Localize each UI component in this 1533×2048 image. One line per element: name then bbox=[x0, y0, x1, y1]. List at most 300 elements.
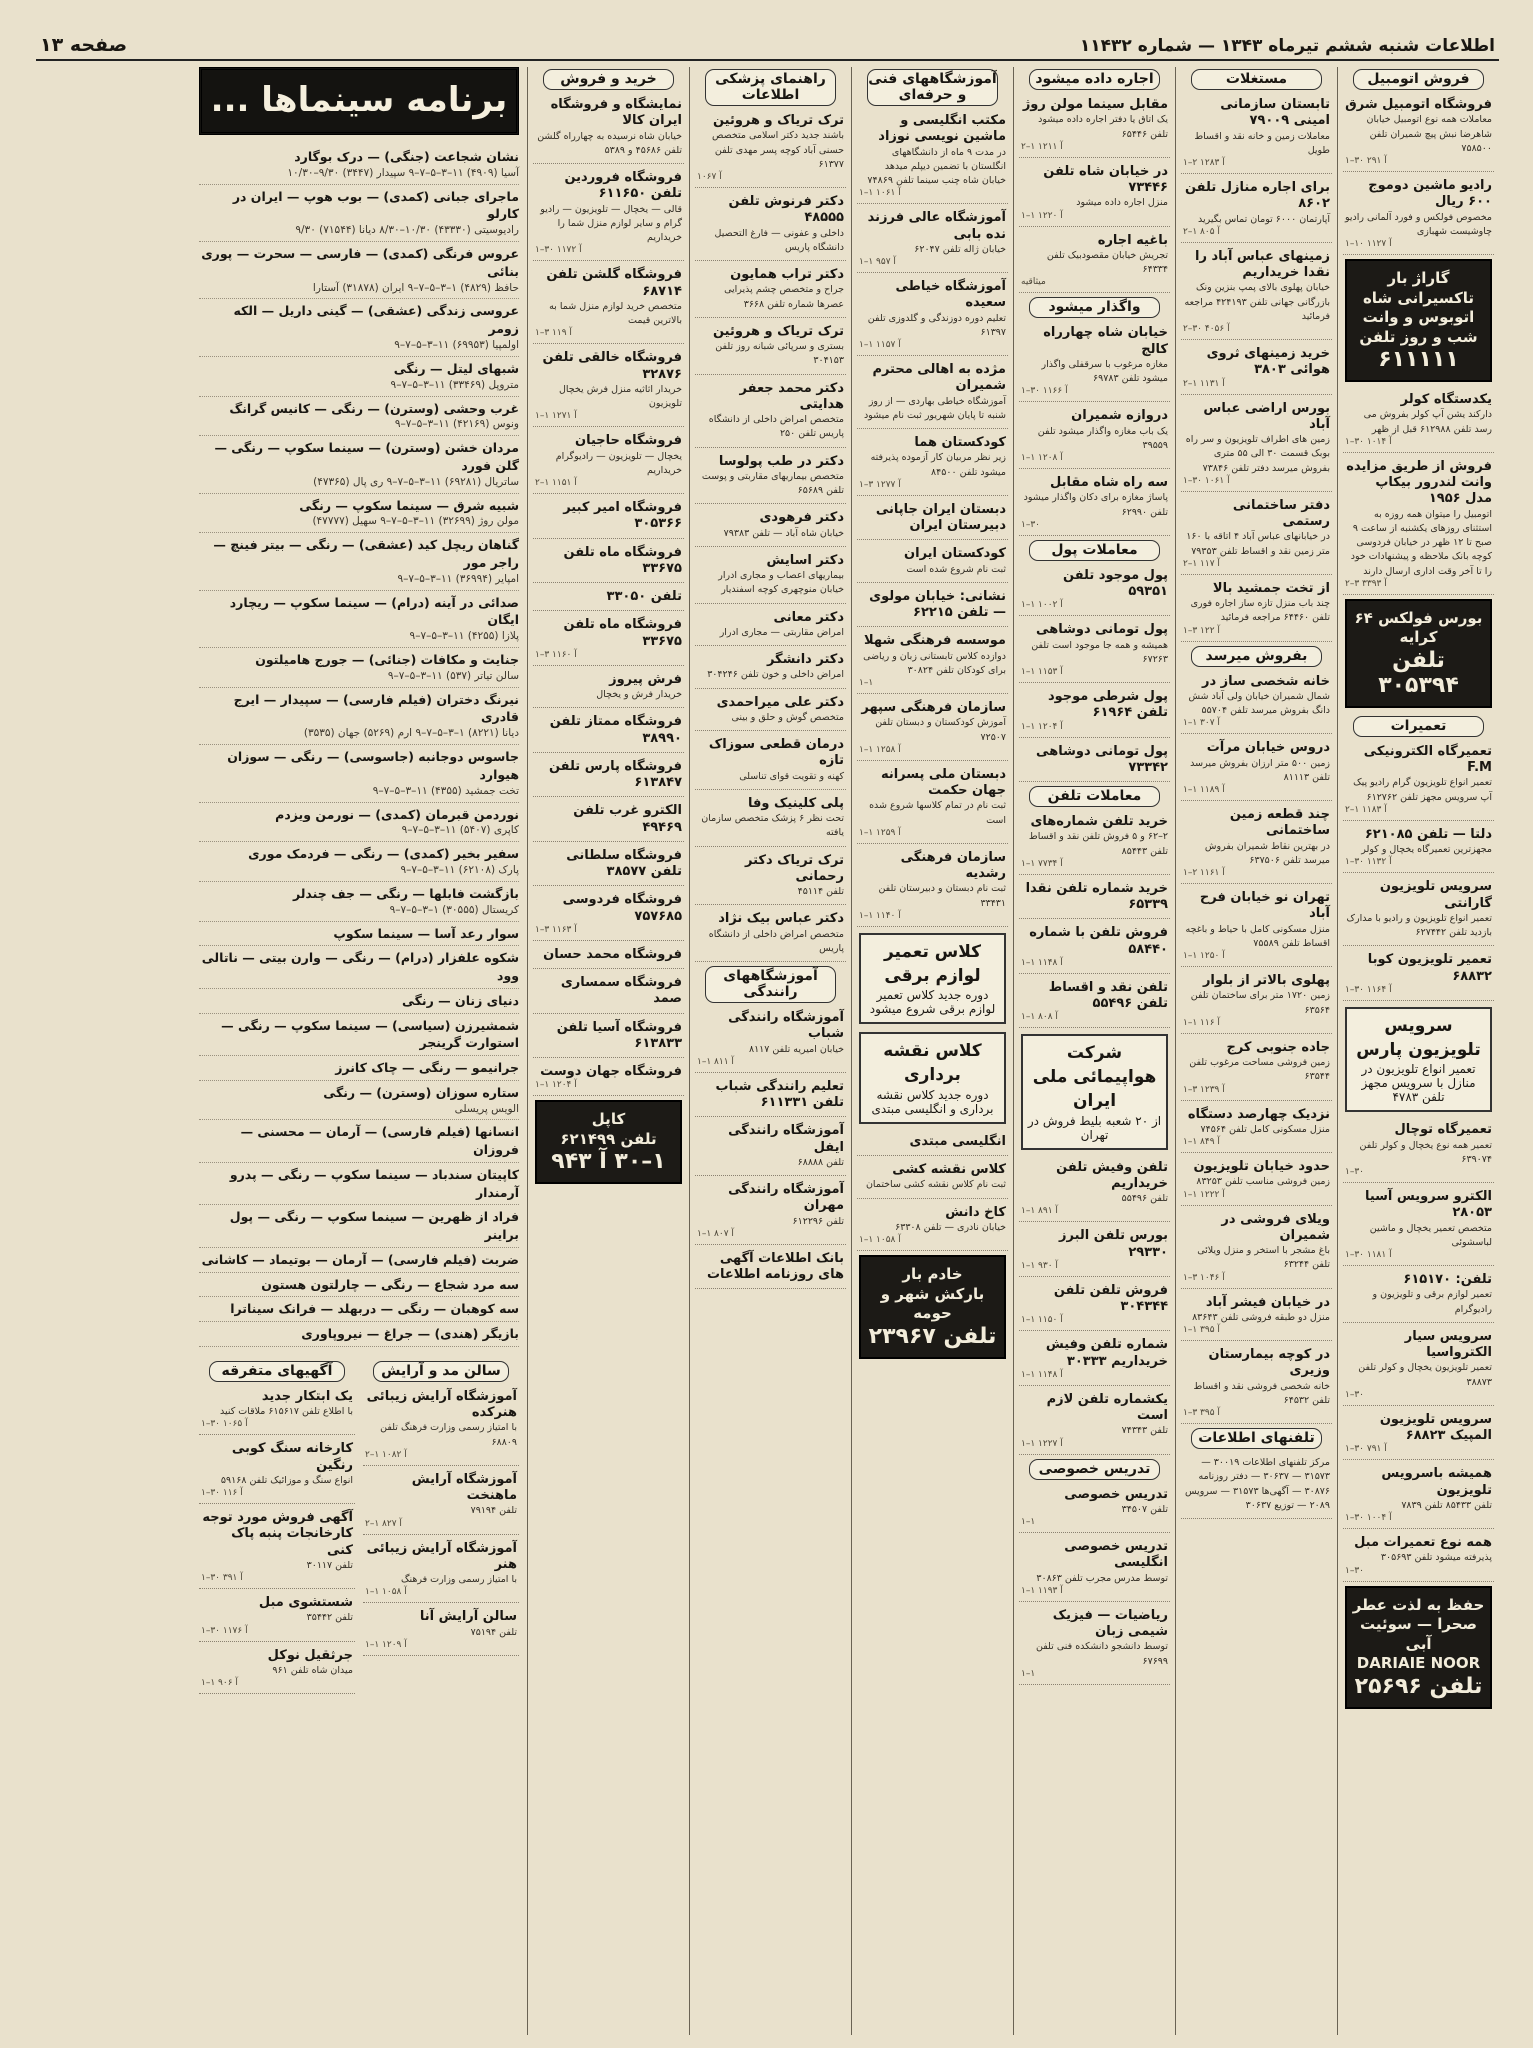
ad-title: تعمیرگاه الکترونیکی F.M bbox=[1363, 743, 1492, 775]
ad-title: پول تومانی دوشاهی ۷۳۳۴۲ bbox=[1036, 743, 1168, 775]
section-heading: واگذار میشود bbox=[1029, 297, 1160, 318]
ad-code: ۱–۱ آ ۱۱۵۳ bbox=[1021, 667, 1063, 677]
ad-title: فروشگاه سمساری صمد bbox=[560, 975, 682, 1007]
ad-code: ۱–۲ آ ۱۲۸۳ bbox=[1183, 158, 1225, 168]
ad-body: تعلیم دوره دوزندگی و گلدوزی تلفن ۶۱۳۹۷ bbox=[867, 312, 1006, 338]
film-listing bbox=[199, 185, 519, 242]
classified-ad bbox=[695, 322, 846, 375]
ad-body: خریدار اثاثیه منزل فرش یخچال تلویزیون bbox=[558, 383, 682, 409]
ad-body: تلفن ۷۵۱۹۴ bbox=[470, 1626, 517, 1638]
ad-body: تلفن ۵۵۴۹۶ bbox=[1121, 1193, 1168, 1205]
classified-ad bbox=[1343, 1120, 1494, 1183]
ad-title: دروس خیابان مرآت bbox=[1206, 740, 1330, 756]
classified-ad bbox=[695, 111, 846, 188]
ad-code: ۲–۳ آ ۳۳۹۳ bbox=[1345, 578, 1387, 589]
ad-title: فروشگاه فردوسی ۷۵۷۶۸۵ bbox=[562, 892, 682, 924]
classified-ad bbox=[1181, 496, 1332, 575]
classified-ad bbox=[695, 1249, 846, 1290]
column-4 bbox=[851, 67, 1013, 2035]
section-heading: بفروش میرسد bbox=[1191, 646, 1322, 667]
ad-body: مجهزترین تعمیرگاه یخچال و کولر bbox=[1361, 844, 1492, 855]
ad-title: فروشگاه امیر کبیر ۳۰۵۳۶۶ bbox=[563, 500, 682, 532]
classified-ad bbox=[695, 693, 846, 732]
ad-code: ۱–۳۰ آ ۲۹۱ bbox=[1345, 156, 1387, 166]
ad-title: بورس اراضی عباس آباد bbox=[1203, 400, 1330, 432]
ad-body: تلفن ۷۹۱۹۴ bbox=[470, 1505, 517, 1517]
ad-body: قالی — یخچال — تلویزیون — رادیو گرام و سایر لوازم منزل شما را خریداریم bbox=[540, 203, 682, 243]
ad-title: تعمیرگاه توچال bbox=[1394, 1122, 1492, 1138]
ad-title: تعمیر تلویزیون کوبا ۶۸۸۳۲ bbox=[1367, 952, 1492, 984]
ad-title: یک ابتکار جدید bbox=[261, 1388, 353, 1404]
ad-title: تعلیم رانندگی شباب تلفن ۶۱۱۳۳۱ bbox=[715, 1078, 844, 1110]
ad-code: ۱–۳۰ آ ۳۹۱ bbox=[201, 1573, 243, 1584]
ad-title: در کوچه بیمارستان وزیری bbox=[1208, 1347, 1330, 1379]
classified-ad bbox=[1019, 1226, 1170, 1277]
film-listing bbox=[199, 989, 519, 1014]
ad-body: ۲–۶۲ و ۵ فروش تلفن نقد و اقساط تلفن ۸۵۴۴۳ bbox=[1028, 831, 1168, 857]
ad-code: ۱–۳۰ bbox=[1345, 1389, 1365, 1400]
classified-ad bbox=[1181, 344, 1332, 395]
display-ad-phone: ۱–۳۰ آ ۹۴۳ bbox=[551, 1149, 666, 1175]
ad-code: ۲–۱ آ ۱۲۱۱ bbox=[1021, 141, 1063, 152]
display-ad-box bbox=[859, 1255, 1006, 1359]
ad-body: زمین فروشی مساحت مرغوب تلفن ۶۳۵۴۴ bbox=[1189, 1057, 1330, 1083]
ad-code: ۱–۱ آ ۱۰۶۱ bbox=[859, 188, 901, 199]
ad-body: منزل مسکونی کامل تلفن ۷۴۵۶۴ bbox=[1200, 1123, 1330, 1135]
ad-body: زیر نظر مربیان کار آزموده پذیرفته میشود تلفن ۸۴۵۰۰ bbox=[870, 452, 1006, 478]
classified-ad bbox=[1181, 1293, 1332, 1342]
classified-ad bbox=[1343, 457, 1494, 595]
classified-ad bbox=[857, 1132, 1008, 1156]
classified-ad bbox=[1343, 877, 1494, 946]
film-schedule: تخت جمشید (۴۳۵۵) ۱۱–۳–۵–۷–۹ bbox=[372, 784, 519, 797]
film-listing bbox=[199, 922, 519, 947]
ad-title: خرید تلفن شماره‌های bbox=[1030, 814, 1168, 829]
ad-title: رادیو ماشین دوموج ۶۰۰ ریال bbox=[1368, 178, 1492, 210]
film-schedule: حافظ (۴۸۲۹) ۱–۳–۵–۷–۹ ایران (۳۱۸۷۸) آستارا bbox=[312, 281, 519, 294]
ad-body: ثبت نام شروع شده است bbox=[906, 563, 1006, 575]
classified-ad bbox=[857, 765, 1008, 844]
classified-ad bbox=[1343, 1464, 1494, 1529]
ad-body: متخصص امراض داخلی از دانشگاه پاریس bbox=[708, 928, 844, 954]
ad-title: شستشوی مبل bbox=[258, 1595, 353, 1611]
film-listing bbox=[199, 1205, 519, 1248]
classified-ad bbox=[695, 192, 846, 261]
page-number: صفحه ۱۳ bbox=[40, 34, 128, 56]
ad-code: ۲–۱ آ ۱۱۷ bbox=[1183, 558, 1220, 569]
framed-ad-text: دوره جدید کلاس تعمیر لوازم برقی شروع میشود bbox=[869, 988, 996, 1017]
film-schedule: کریستال (۳۰۵۵۵) ۱–۳–۵–۷–۹ bbox=[389, 903, 519, 916]
ad-title: فروشگاه پارس تلفن ۶۱۳۸۴۷ bbox=[548, 758, 682, 790]
ad-body: باغ مشجر با استخر و منزل ویلائی تلفن ۶۳۲۴۴ bbox=[1197, 1245, 1330, 1271]
ad-code: ۱–۳۰ bbox=[1345, 1167, 1365, 1178]
ad-title: دکتر معانی bbox=[773, 609, 844, 625]
classified-ad bbox=[533, 431, 684, 494]
classified-ad bbox=[1019, 566, 1170, 617]
ad-body: دارکند یشن آپ کولر بفروش می رسد تلفن ۶۱۲۹۸۸ قبل از ظهر bbox=[1363, 409, 1492, 435]
ad-title: آموزشگاه رانندگی ایفل bbox=[728, 1123, 844, 1155]
ad-code: ۱–۱ آ ۸۴۹ bbox=[1183, 1137, 1220, 1147]
column-cinema bbox=[191, 67, 527, 2035]
classified-ad bbox=[695, 608, 846, 647]
ad-title: سرویس سیار الکترواسیا bbox=[1404, 1328, 1492, 1361]
classified-ad bbox=[695, 265, 846, 318]
ad-body: با اطلاع تلفن ۶۱۵۶۱۷ ملاقات کنید bbox=[219, 1406, 353, 1418]
ad-title: کلاس نقشه کشی bbox=[892, 1162, 1006, 1178]
ad-title: آموزشگاه آرایش ماهنخت bbox=[411, 1471, 517, 1504]
ad-body: منزل دو طبقه فروشی تلفن ۸۳۶۴۳ bbox=[1192, 1311, 1330, 1323]
film-title: بازیگر (هندی) — جراغ — نیروپاوری bbox=[301, 1326, 519, 1342]
classified-ad bbox=[1181, 1345, 1332, 1424]
ad-code: ۲–۱ آ ۱۱۸۳ bbox=[1345, 804, 1387, 815]
ad-body: باشند جدید دکتر اسلامی متخصص حسنی آباد کوچه پسر مهدی تلفن ۶۱۳۷۷ bbox=[711, 130, 844, 170]
ad-code: ۱–۱ bbox=[1021, 1668, 1036, 1679]
ad-body: یخچال — تلویزیون — رادیوگرام خریداریم bbox=[555, 450, 682, 476]
framed-ad-title: کلاس تعمیر لوازم برقی bbox=[883, 941, 982, 986]
film-schedule: امپایر (۳۶۹۹۴) ۱۱–۳–۵–۷–۹ bbox=[397, 572, 519, 585]
film-listing bbox=[199, 882, 519, 922]
film-title: سه مرد شجاع — رنگی — چارلتون هستون bbox=[261, 1276, 519, 1292]
ad-code: ۲–۱ آ ۸۰۵ bbox=[1183, 226, 1220, 237]
film-title: سفیر بخیر (کمدی) — رنگی — فردمک موری bbox=[248, 846, 519, 862]
film-listing bbox=[199, 1163, 519, 1206]
classified-ad bbox=[1019, 473, 1170, 536]
film-listing bbox=[199, 145, 519, 185]
display-ad-box bbox=[1345, 599, 1492, 708]
classified-ad bbox=[695, 508, 846, 547]
display-ad-title: کاپل bbox=[591, 1110, 626, 1129]
ad-title: دلتا — تلفن ۶۲۱۰۸۵ bbox=[1364, 826, 1492, 842]
ad-body: معاملات همه نوع اتومبیل خیابان شاهرضا نبش پیچ شمیران تلفن ۷۵۸۵۰۰ bbox=[1366, 114, 1492, 154]
classified-ad bbox=[1343, 1270, 1494, 1323]
ad-title: یکدستگاه کولر bbox=[1400, 392, 1492, 407]
issue-line: اطلاعات شنبه ششم تیرماه ۱۳۴۳ — شماره ۱۱۴۳۲ bbox=[1079, 36, 1495, 56]
film-listing bbox=[199, 533, 519, 590]
classified-ad bbox=[363, 1539, 519, 1604]
ad-title: فروشگاه فروردین تلفن ۶۱۱۶۵۰ bbox=[564, 170, 682, 202]
ad-title: خیابان شاه چهارراه کالج bbox=[1043, 325, 1168, 357]
classified-ad bbox=[1019, 923, 1170, 974]
ad-title: کارخانه سنگ کوبی رنگین bbox=[231, 1441, 353, 1473]
ad-title: زمینهای عباس آباد را نقدا خریداریم bbox=[1195, 248, 1330, 280]
ad-body: داخلی و عفونی — فارغ التحصیل دانشگاه پاریس bbox=[714, 227, 844, 253]
classified-ad bbox=[1343, 1187, 1494, 1266]
ad-title: بورس تلفن البرز ۲۹۳۳۰ bbox=[1059, 1228, 1168, 1260]
film-listing bbox=[199, 688, 519, 745]
film-title: بازگشت فابلها — رنگی — جف چندلر bbox=[292, 885, 519, 901]
ad-title: الکترو غرب تلفن ۴۹۴۶۹ bbox=[573, 803, 682, 835]
film-listing bbox=[199, 803, 519, 843]
ad-body: دوازده کلاس تابستانی زبان و ریاضی برای کودکان تلفن ۳۰۸۲۴ bbox=[863, 650, 1006, 676]
film-title: جرانیمو — رنگی — چاک کانرز bbox=[335, 1060, 519, 1075]
ad-title: مکتب انگلیسی و ماشین نویسی نوزاد bbox=[878, 113, 1006, 145]
column-3 bbox=[1013, 67, 1175, 2035]
classified-ad bbox=[1019, 1537, 1170, 1602]
classified-ad bbox=[1181, 178, 1332, 243]
display-ad-subtitle: اتوبوس و وانت شب و روز تلفن bbox=[1359, 308, 1478, 346]
film-schedule: رادیوسیتی (۴۳۳۳۰) ۱۰/۳۰–۸/۳۰ دیانا (۷۱۵۴۴) ۹/۳۰ bbox=[295, 224, 519, 237]
film-listing bbox=[199, 494, 519, 534]
ad-code: ۱–۱ آ ۷۷۳۴ bbox=[1021, 858, 1063, 869]
ad-title: فروشگاه خالقی تلفن ۳۲۸۷۶ bbox=[542, 350, 682, 382]
ad-body: با امتیاز رسمی وزارت فرهنگ bbox=[400, 1574, 517, 1586]
ad-title: نشانی: خیابان مولوی — تلفن ۶۲۲۱۵ bbox=[869, 588, 1006, 620]
ad-body: تلفن ۴۵۱۱۴ bbox=[797, 886, 844, 897]
ad-body: ثبت نام دبستان و دبیرستان تلفن ۳۳۴۳۱ bbox=[878, 883, 1006, 909]
section-heading: تدریس خصوصی bbox=[1029, 1459, 1160, 1480]
classified-ad bbox=[533, 615, 684, 666]
classified-ad bbox=[533, 890, 684, 941]
display-ad-subtitle: بارکش شهر و حومه bbox=[880, 1284, 985, 1323]
classified-ad bbox=[695, 794, 846, 847]
film-title: کاپیتان سندباد — سینما سکوپ — رنگی — پدرو آرمندار bbox=[229, 1166, 519, 1200]
classified-ad bbox=[1181, 805, 1332, 884]
display-ad-subtitle: تلفن ۶۲۱۴۹۹ bbox=[560, 1129, 657, 1148]
ad-code: ۱–۳ آ ۱۲۷۷ bbox=[859, 479, 901, 490]
ad-title: سالن آرایش آنا bbox=[419, 1609, 517, 1625]
film-title: مردان خشن (وسترن) — سینما سکوپ — رنگی — گلن فورد bbox=[214, 440, 519, 473]
film-title: ستاره سوزان (وسترن) — رنگی bbox=[323, 1084, 519, 1100]
classified-ad bbox=[1019, 879, 1170, 920]
classified-ad bbox=[533, 801, 684, 842]
classified-ad bbox=[1019, 1606, 1170, 1685]
ad-title: فروشگاه ممتاز تلفن ۳۸۹۹۰ bbox=[549, 714, 682, 746]
ad-title: فروشگاه ماه تلفن ۳۳۶۷۵ bbox=[563, 544, 682, 576]
ad-title: ترک تریاک دکتر رحمانی bbox=[745, 852, 844, 884]
ad-body: تلفن ۶۸۸۸۸ bbox=[797, 1156, 844, 1168]
subsection bbox=[199, 1359, 355, 1698]
ad-code: ۲–۱ آ ۱۱۳۱ bbox=[1183, 378, 1225, 389]
section-heading: تلفنهای اطلاعات bbox=[1191, 1428, 1322, 1449]
film-title: صدائی در آینه (درام) — سینما سکوپ — ریچارد ایگان bbox=[229, 594, 519, 628]
ad-body: تلفن ۷۴۳۴۳ bbox=[1121, 1425, 1168, 1437]
classified-ad bbox=[1181, 1105, 1332, 1154]
classified-ad bbox=[1343, 825, 1494, 874]
ad-body: متخصص خرید لوازم منزل شما به بالاترین قیمت bbox=[549, 300, 682, 326]
ad-code: ۱–۱ آ ۱۱۹۳ bbox=[1021, 1585, 1063, 1596]
film-title: شبیه شرق — سینما سکوپ — رنگی bbox=[299, 497, 519, 513]
classified-ad bbox=[857, 698, 1008, 761]
ad-code: ۱–۳۰ آ ۱۱۷۲ bbox=[535, 245, 582, 256]
classified-ad bbox=[1343, 95, 1494, 172]
ad-body: در بهترین نقاط شمیران بفروش میرسد تلفن ۶۳۷۵۰۶ bbox=[1204, 840, 1330, 866]
film-title: عروسی زندگی (عشقی) — گینی داریل — الکه زومر bbox=[233, 303, 519, 337]
ad-title: دکتر تراب همایون bbox=[730, 267, 844, 282]
ad-code: ۱–۳ آ ۱۲۳۹ bbox=[1183, 1084, 1225, 1095]
ad-code: ۱–۱ آ ۱۱۶ bbox=[1183, 1017, 1220, 1028]
classified-ad bbox=[533, 265, 684, 344]
ad-title: دبستان ایران جاپانی دبیرستان ایران bbox=[875, 501, 1006, 533]
film-listing bbox=[199, 591, 519, 648]
classified-ad bbox=[695, 379, 846, 448]
column-6 bbox=[527, 67, 689, 2035]
section-heading: اجاره داده میشود bbox=[1029, 69, 1160, 90]
ad-title: آموزشگاه عالی فرزند نده بابی bbox=[867, 210, 1006, 242]
display-ad-phone: تلفن ۳۰۵۳۹۴ bbox=[1378, 647, 1459, 698]
ad-code: ۱–۱ آ ۱۲۲۷ bbox=[1021, 1438, 1063, 1449]
ad-title: فروش تلفن با شماره ۵۸۴۴۰ bbox=[1029, 925, 1168, 957]
classified-ad bbox=[1181, 247, 1332, 340]
film-listing bbox=[199, 1120, 519, 1163]
ad-code: ۱–۳ آ ۱۱۶۰ bbox=[535, 649, 577, 660]
classified-ad bbox=[363, 1607, 519, 1656]
ad-code: ۱–۳۰ آ ۱۰۶۱ bbox=[1183, 475, 1230, 486]
ad-body: ثبت نام کلاس نقشه کشی ساختمان bbox=[865, 1179, 1006, 1191]
classified-ad bbox=[363, 1470, 519, 1535]
film-listing bbox=[199, 397, 519, 437]
classified-ad bbox=[695, 1077, 846, 1118]
classified-ad bbox=[857, 848, 1008, 927]
ad-title: پول شرطی موجود تلفن ۶۱۹۶۴ bbox=[1047, 689, 1168, 721]
classified-ad bbox=[1019, 1158, 1170, 1223]
ad-title: تلفن نقد و اقساط تلفن ۵۵۴۹۶ bbox=[1048, 979, 1168, 1011]
ad-body: متخصص امراض داخلی از دانشگاه پاریس تلفن ۲۵۰ bbox=[708, 414, 844, 440]
framed-ad-text: از ۲۰ شعبه بلیط فروش در تهران bbox=[1027, 1113, 1162, 1142]
section-heading: معاملات تلفن bbox=[1029, 786, 1160, 807]
ad-body: آموزشگاه خیاطی بهاردی — از روز شنبه تا پایان شهریور ثبت نام میشود bbox=[863, 395, 1006, 421]
classified-ad bbox=[857, 1203, 1008, 1252]
ad-title: دبستان ملی پسرانه جهان حکمت bbox=[880, 766, 1006, 798]
ad-title: شماره تلفن وفیش خریداریم ۳۰۳۳۳ bbox=[1045, 1337, 1168, 1369]
ad-code: ۱–۱ آ ۸۰۸ bbox=[1021, 1012, 1058, 1023]
film-title: شمشیرزن (سیاسی) — سینما سکوپ — رنگی — استوارت گرینجر bbox=[221, 1017, 519, 1051]
section-heading: معاملات پول bbox=[1029, 540, 1160, 561]
classified-ad bbox=[1343, 1533, 1494, 1582]
display-ad-box bbox=[535, 1100, 682, 1184]
ad-code: ۱–۳۰ آ ۷۹۱ bbox=[1345, 1444, 1387, 1455]
ad-title: موسسه فرهنگی شهلا bbox=[863, 633, 1006, 649]
ad-code: ۱–۱ آ ۱۲۲۰ bbox=[1021, 210, 1063, 221]
ad-body: جراح و متخصص چشم پذیرایی عصرها شماره تلفن ۳۶۶۸ bbox=[724, 284, 844, 310]
ad-title: یکشماره تلفن لازم است bbox=[1046, 1391, 1168, 1424]
film-schedule: متروپل (۳۳۴۶۹) ۱۱–۳–۵–۷–۹ bbox=[390, 378, 519, 391]
ad-body: امراض مقاربتی — مجاری ادرار bbox=[719, 626, 844, 638]
ad-code: ۱–۱ آ ۱۰۵۸ bbox=[859, 1235, 901, 1246]
ad-code: ۱–۳۰ آ ۱۱۶ bbox=[201, 1488, 243, 1499]
film-title: ضربت (فیلم فارسی) — آرمان — بوتیماد — کاشانی bbox=[201, 1251, 519, 1267]
ad-title: پول موجود تلفن ۵۹۳۵۱ bbox=[1063, 567, 1168, 599]
ad-body: منزل مسکونی کامل با حیاط و باغچه اقساط تلفن ۷۵۵۸۹ bbox=[1185, 923, 1330, 949]
ad-code: ۱–۳ آ ۱۱۶۳ bbox=[535, 924, 577, 935]
film-schedule: ساتریال (۶۹۲۸۱) ۱۱–۳–۵–۷–۹ ری پال (۴۷۳۶۵) bbox=[313, 475, 519, 488]
classified-ad bbox=[199, 1508, 355, 1589]
ad-title: ریاضیات — فیزیک شیمی زبان bbox=[1052, 1607, 1168, 1640]
ad-title: کودکستان هما bbox=[914, 435, 1006, 450]
ad-code: ۱–۲ آ ۱۱۶۱ bbox=[1183, 868, 1225, 878]
ad-title: دکتر محمد جعفر هدایتی bbox=[739, 380, 844, 412]
film-listing bbox=[199, 357, 519, 397]
ad-code: ۱–۱ آ ۱۲۵۸ bbox=[859, 744, 901, 755]
film-listing bbox=[199, 946, 519, 989]
classified-ad bbox=[1019, 231, 1170, 294]
classified-ad bbox=[695, 650, 846, 689]
film-schedule: آسیا (۴۹۰۹) ۱۱–۳–۵–۷–۹ سپیدار (۳۴۴۷) ۹/۳۰–۱۰/۳۰ bbox=[287, 166, 519, 179]
ad-body: منزل اجاره داده میشود bbox=[1076, 197, 1168, 209]
display-ad-phone: تلفن ۲۵۶۹۶ bbox=[1354, 1673, 1483, 1699]
ad-body: مرکز تلفنهای اطلاعات ۳۰۰۱۹ — ۳۱۵۷۳ — ۳۰۶۳۷ — دفتر روزنامه ۳۰۸۷۶ — آگهی‌ها ۳۱۵۷۳ — سرویس ۲۰۸۹ — توزیع ۳۰۶۳۷ bbox=[1184, 1457, 1330, 1511]
ad-code: ۱–۳۰ bbox=[1021, 519, 1041, 530]
classified-ad bbox=[533, 712, 684, 753]
ad-body: تحت نظر ۶ پزشک متخصص سازمان یافته bbox=[701, 813, 844, 839]
ad-title: آموزشگاه آرایش زیبائی هنرکده bbox=[366, 1388, 517, 1421]
ad-code: ۱–۱ آ ۱۲۵۹ bbox=[859, 827, 901, 838]
ad-title: سرویس تلویزیون المپیک ۶۸۸۲۳ bbox=[1379, 1411, 1492, 1444]
ad-code: ۱–۱ آ ۸۹۱ bbox=[1021, 1206, 1058, 1217]
classified-ad bbox=[1019, 687, 1170, 738]
ad-body: بیماریهای اعصاب و مجاری ادرار خیابان منوچهری کوچه اسفندیار bbox=[718, 570, 844, 596]
ad-title: دکتر فرنوش تلفن ۴۸۵۵۵ bbox=[728, 194, 844, 226]
classified-ad bbox=[533, 1062, 684, 1096]
ad-code: ۱–۳ آ ۱۰۴۶ bbox=[1183, 1272, 1225, 1283]
section-heading: آموزشگاههای رانندگی bbox=[705, 966, 836, 1003]
ad-title: انگلیسی مبتدی bbox=[909, 1133, 1006, 1149]
section-heading: آگهیهای متفرقه bbox=[209, 1361, 345, 1382]
film-schedule: پارک (۶۲۱۰۸) ۱۱–۳–۵–۷–۹ bbox=[400, 863, 519, 876]
ad-body: آپارتمان ۶۰۰۰ تومان تماس بگیرید bbox=[1197, 213, 1330, 225]
ad-code: ۱–۱ bbox=[1021, 1517, 1036, 1528]
classified-ad bbox=[695, 909, 846, 962]
ad-code: ۱–۱ آ ۱۱۸۹ bbox=[1183, 785, 1225, 795]
ad-body: همیشه و همه جا موجود است تلفن ۶۷۲۶۳ bbox=[1031, 639, 1168, 665]
ad-body: یک اتاق یا دفتر اجاره داده میشود تلفن ۶۵۴۴۶ bbox=[1038, 114, 1168, 140]
ad-title: تابستان سازمانی امینی ۷۹۰۰۹ bbox=[1220, 97, 1330, 129]
film-listing bbox=[199, 1248, 519, 1273]
ad-body: یک باب مغازه واگذار میشود تلفن ۳۹۵۵۹ bbox=[1037, 425, 1168, 451]
classified-ad bbox=[533, 846, 684, 887]
ad-body: زمین فروشی مناسب تلفن ۸۳۲۵۳ bbox=[1196, 1176, 1330, 1188]
display-ad-title: بورس فولکس ۶۴ کرایه bbox=[1354, 608, 1483, 647]
classified-ad bbox=[857, 208, 1008, 273]
ad-title: الکترو سرویس آسیا ۲۸۰۵۳ bbox=[1364, 1189, 1492, 1221]
classified-ad bbox=[1343, 1410, 1494, 1461]
ad-title: نزدیک چهارصد دستگاه bbox=[1187, 1106, 1330, 1122]
ad-code: ۱–۱ آ ۱۲۲۲ bbox=[1183, 1189, 1225, 1200]
ad-title: تلفن وفیش تلفن خریداریم bbox=[1056, 1159, 1168, 1191]
ad-body: خیابان نادری — تلفن ۶۳۳۰۸ bbox=[895, 1221, 1006, 1233]
ad-code: ۱–۱ آ ۱۱۴۸ bbox=[1021, 1369, 1063, 1380]
ad-body: تعمیر انواع تلویزیون گرام رادیو پیک آپ سرویس مجهز تلفن ۶۱۲۷۶۲ bbox=[1353, 777, 1492, 803]
ad-title: فروشگاه سلطانی تلفن ۳۸۵۷۷ bbox=[566, 847, 682, 879]
ad-body: مخصوص فولکس و فورد آلمانی رادیو چاوشیست شهبازی bbox=[1345, 211, 1492, 237]
column-2 bbox=[1175, 67, 1337, 2035]
classified-ad bbox=[1019, 323, 1170, 402]
ad-title: بانک اطلاعات آگهی های روزنامه اطلاعات bbox=[706, 1250, 844, 1282]
ad-title: دکتر دانشگر bbox=[766, 652, 844, 667]
classified-ad bbox=[695, 452, 846, 505]
classified-ad bbox=[857, 587, 1008, 628]
ad-body: شمال شمیران خیابان ولی آباد شش دانگ بفروش میرسد تلفن ۵۵۷۰۴ bbox=[1188, 690, 1330, 716]
ad-body: آموزش کودکستان و دبستان تلفن ۷۲۵۰۷ bbox=[875, 717, 1006, 743]
ad-title: دروازه شمیران bbox=[1071, 408, 1168, 424]
ad-body: متخصص بیماریهای مقاربتی و پوست تلفن ۶۵۶۸۹ bbox=[701, 470, 844, 496]
film-schedule: کاپری (۵۴۰۷) ۱۱–۳–۵–۷–۹ bbox=[401, 824, 519, 837]
film-title: دنیای زنان — رنگی bbox=[402, 992, 519, 1008]
classified-ad bbox=[695, 1121, 846, 1176]
ad-title: تدریس خصوصی bbox=[1064, 1486, 1168, 1502]
ad-code: ۱–۱ bbox=[859, 678, 874, 688]
ad-code: ۱–۱ آ ۱۱۴۰ bbox=[859, 910, 901, 921]
ad-code: ۱–۱ آ ۱۲۵۰ bbox=[1183, 951, 1225, 961]
ad-title: آموزشگاه آرایش زیبائی هنر bbox=[366, 1540, 517, 1572]
classified-ad bbox=[1181, 888, 1332, 967]
section-heading: آموزشگاههای فنی و حرفه‌ای bbox=[867, 69, 998, 106]
classified-ad bbox=[1019, 1335, 1170, 1386]
ad-title: فروشگاه حاجیان bbox=[574, 433, 682, 449]
ad-body: متخصص تعمیر یخچال و ماشین لباسشوئی bbox=[1369, 1222, 1492, 1248]
ad-title: تهران نو خیابان فرح آباد bbox=[1199, 890, 1330, 922]
ad-title: فروشگاه اتومبیل شرق bbox=[1345, 97, 1492, 112]
ad-title: تلفن: ۶۱۵۱۷۰ bbox=[1403, 1272, 1492, 1288]
